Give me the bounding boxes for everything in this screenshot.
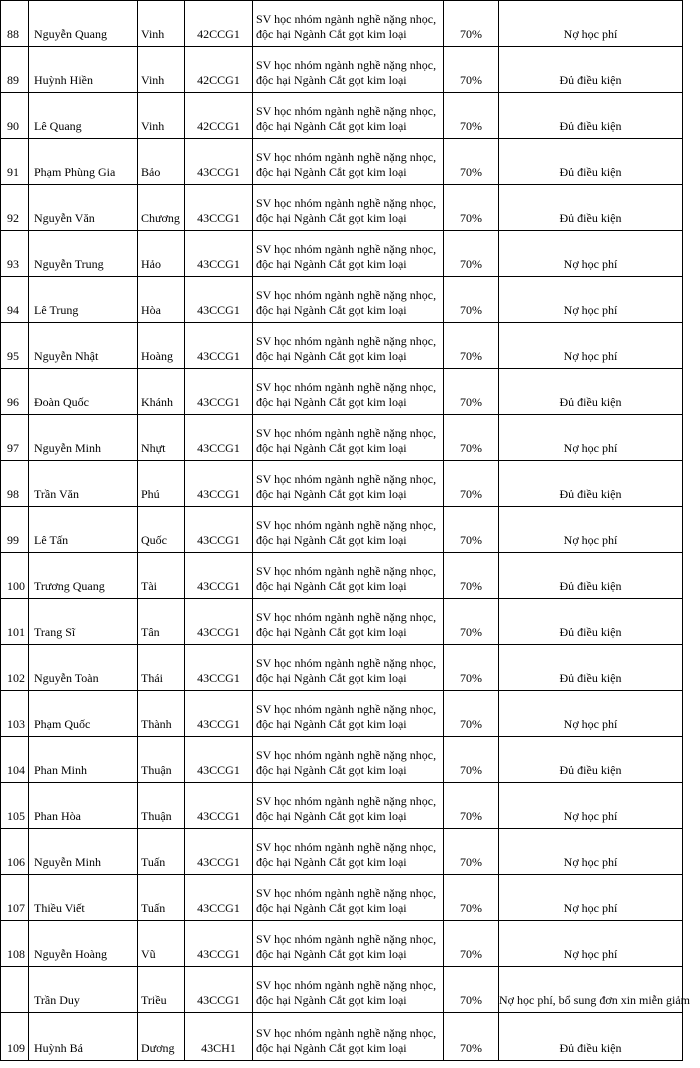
class-cell: 43CH1 bbox=[185, 1013, 253, 1061]
rate-cell: 70% bbox=[444, 783, 499, 829]
category-line-2: độc hại Ngành Cắt gọt kim loại bbox=[256, 763, 407, 777]
table-row bbox=[1, 875, 683, 921]
category-line-2: độc hại Ngành Cắt gọt kim loại bbox=[256, 1041, 407, 1055]
given-name-cell: Tài bbox=[138, 553, 185, 599]
rate-cell: 70% bbox=[444, 875, 499, 921]
table-row bbox=[1, 553, 683, 599]
note-cell: Nợ học phí bbox=[499, 829, 683, 875]
class-cell: 43CCG1 bbox=[185, 921, 253, 967]
category-line-2: độc hại Ngành Cắt gọt kim loại bbox=[256, 947, 407, 961]
rate-cell: 70% bbox=[444, 47, 499, 93]
category-cell bbox=[253, 921, 444, 967]
stt-cell: 88 bbox=[1, 1, 29, 47]
given-name-cell: Thái bbox=[138, 645, 185, 691]
given-name-cell: Thành bbox=[138, 691, 185, 737]
stt-cell: 104 bbox=[1, 737, 29, 783]
category-line-1: SV học nhóm ngành nghề nặng nhọc, bbox=[256, 472, 437, 486]
note-cell: Đủ điều kiện bbox=[499, 737, 683, 783]
stt-cell: 95 bbox=[1, 323, 29, 369]
category-cell bbox=[253, 645, 444, 691]
category-line-1: SV học nhóm ngành nghề nặng nhọc, bbox=[256, 426, 437, 440]
stt-cell: 90 bbox=[1, 93, 29, 139]
class-cell: 43CCG1 bbox=[185, 829, 253, 875]
category-cell bbox=[253, 185, 444, 231]
category-line-2: độc hại Ngành Cắt gọt kim loại bbox=[256, 73, 407, 87]
surname-cell: Đoàn Quốc bbox=[29, 369, 138, 415]
category-line-1: SV học nhóm ngành nghề nặng nhọc, bbox=[256, 518, 437, 532]
table-row bbox=[1, 231, 683, 277]
rate-cell: 70% bbox=[444, 921, 499, 967]
category-line-2: độc hại Ngành Cắt gọt kim loại bbox=[256, 855, 407, 869]
stt-cell: 92 bbox=[1, 185, 29, 231]
category-cell bbox=[253, 323, 444, 369]
category-cell bbox=[253, 369, 444, 415]
note-cell: Đủ điều kiện bbox=[499, 139, 683, 185]
given-name-cell: Quốc bbox=[138, 507, 185, 553]
rate-cell: 70% bbox=[444, 369, 499, 415]
rate-cell: 70% bbox=[444, 829, 499, 875]
category-cell bbox=[253, 277, 444, 323]
given-name-cell: Hoàng bbox=[138, 323, 185, 369]
table-row bbox=[1, 277, 683, 323]
surname-cell: Lê Trung bbox=[29, 277, 138, 323]
table-row bbox=[1, 93, 683, 139]
rate-cell: 70% bbox=[444, 967, 499, 1013]
category-line-2: độc hại Ngành Cắt gọt kim loại bbox=[256, 901, 407, 915]
category-line-2: độc hại Ngành Cắt gọt kim loại bbox=[256, 119, 407, 133]
given-name-cell: Vũ bbox=[138, 921, 185, 967]
surname-cell: Trang Sĩ bbox=[29, 599, 138, 645]
category-cell bbox=[253, 93, 444, 139]
category-line-2: độc hại Ngành Cắt gọt kim loại bbox=[256, 165, 407, 179]
table-row bbox=[1, 691, 683, 737]
surname-cell: Nguyễn Minh bbox=[29, 829, 138, 875]
given-name-cell: Chương bbox=[138, 185, 185, 231]
category-cell bbox=[253, 231, 444, 277]
rate-cell: 70% bbox=[444, 737, 499, 783]
category-line-1: SV học nhóm ngành nghề nặng nhọc, bbox=[256, 932, 437, 946]
category-cell bbox=[253, 1, 444, 47]
surname-cell: Phạm Phùng Gia bbox=[29, 139, 138, 185]
rate-cell: 70% bbox=[444, 645, 499, 691]
category-line-2: độc hại Ngành Cắt gọt kim loại bbox=[256, 717, 407, 731]
table-row bbox=[1, 139, 683, 185]
category-cell bbox=[253, 783, 444, 829]
class-cell: 43CCG1 bbox=[185, 277, 253, 323]
category-line-2: độc hại Ngành Cắt gọt kim loại bbox=[256, 257, 407, 271]
category-cell bbox=[253, 967, 444, 1013]
surname-cell: Nguyễn Hoàng bbox=[29, 921, 138, 967]
given-name-cell: Hòa bbox=[138, 277, 185, 323]
category-line-1: SV học nhóm ngành nghề nặng nhọc, bbox=[256, 196, 437, 210]
class-cell: 43CCG1 bbox=[185, 783, 253, 829]
table-row bbox=[1, 1, 683, 47]
category-cell bbox=[253, 415, 444, 461]
surname-cell: Phan Hòa bbox=[29, 783, 138, 829]
note-cell: Đủ điều kiện bbox=[499, 93, 683, 139]
stt-cell: 106 bbox=[1, 829, 29, 875]
given-name-cell: Tuấn bbox=[138, 829, 185, 875]
surname-cell: Trần Duy bbox=[29, 967, 138, 1013]
table-row bbox=[1, 323, 683, 369]
category-cell bbox=[253, 829, 444, 875]
note-cell: Đủ điều kiện bbox=[499, 369, 683, 415]
note-cell: Đủ điều kiện bbox=[499, 1013, 683, 1061]
category-line-1: SV học nhóm ngành nghề nặng nhọc, bbox=[256, 978, 437, 992]
category-line-1: SV học nhóm ngành nghề nặng nhọc, bbox=[256, 1026, 437, 1040]
rate-cell: 70% bbox=[444, 93, 499, 139]
rate-cell: 70% bbox=[444, 553, 499, 599]
category-line-1: SV học nhóm ngành nghề nặng nhọc, bbox=[256, 564, 437, 578]
given-name-cell: Thuận bbox=[138, 783, 185, 829]
surname-cell: Nguyễn Minh bbox=[29, 415, 138, 461]
surname-cell: Nguyễn Nhật bbox=[29, 323, 138, 369]
stt-cell: 108 bbox=[1, 921, 29, 967]
table-row bbox=[1, 967, 683, 1013]
stt-cell: 100 bbox=[1, 553, 29, 599]
given-name-cell: Hảo bbox=[138, 231, 185, 277]
category-line-2: độc hại Ngành Cắt gọt kim loại bbox=[256, 349, 407, 363]
class-cell: 43CCG1 bbox=[185, 553, 253, 599]
category-line-2: độc hại Ngành Cắt gọt kim loại bbox=[256, 533, 407, 547]
class-cell: 42CCG1 bbox=[185, 93, 253, 139]
rate-cell: 70% bbox=[444, 139, 499, 185]
rate-cell: 70% bbox=[444, 599, 499, 645]
table-row bbox=[1, 507, 683, 553]
category-line-2: độc hại Ngành Cắt gọt kim loại bbox=[256, 993, 407, 1007]
stt-cell: 107 bbox=[1, 875, 29, 921]
surname-cell: Lê Quang bbox=[29, 93, 138, 139]
category-cell bbox=[253, 507, 444, 553]
class-cell: 43CCG1 bbox=[185, 599, 253, 645]
category-cell bbox=[253, 47, 444, 93]
category-cell bbox=[253, 875, 444, 921]
note-cell: Đủ điều kiện bbox=[499, 645, 683, 691]
rate-cell: 70% bbox=[444, 461, 499, 507]
class-cell: 43CCG1 bbox=[185, 185, 253, 231]
category-line-2: độc hại Ngành Cắt gọt kim loại bbox=[256, 441, 407, 455]
stt-cell: 96 bbox=[1, 369, 29, 415]
category-line-1: SV học nhóm ngành nghề nặng nhọc, bbox=[256, 794, 437, 808]
table-row bbox=[1, 47, 683, 93]
rate-cell: 70% bbox=[444, 231, 499, 277]
note-cell: Nợ học phí bbox=[499, 783, 683, 829]
surname-cell: Phạm Quốc bbox=[29, 691, 138, 737]
class-cell: 43CCG1 bbox=[185, 691, 253, 737]
note-cell: Nợ học phí bbox=[499, 691, 683, 737]
rate-cell: 70% bbox=[444, 185, 499, 231]
table-row bbox=[1, 185, 683, 231]
table-row bbox=[1, 461, 683, 507]
table-row bbox=[1, 369, 683, 415]
class-cell: 43CCG1 bbox=[185, 967, 253, 1013]
surname-cell: Phan Minh bbox=[29, 737, 138, 783]
stt-cell: 103 bbox=[1, 691, 29, 737]
class-cell: 43CCG1 bbox=[185, 875, 253, 921]
class-cell: 43CCG1 bbox=[185, 737, 253, 783]
note-cell: Nợ học phí bbox=[499, 323, 683, 369]
note-cell: Đủ điều kiện bbox=[499, 599, 683, 645]
given-name-cell: Phú bbox=[138, 461, 185, 507]
stt-cell: 109 bbox=[1, 1013, 29, 1061]
stt-cell: 102 bbox=[1, 645, 29, 691]
surname-cell: Trương Quang bbox=[29, 553, 138, 599]
stt-cell: 105 bbox=[1, 783, 29, 829]
stt-cell: 101 bbox=[1, 599, 29, 645]
table-row bbox=[1, 1013, 683, 1061]
note-cell: Đủ điều kiện bbox=[499, 47, 683, 93]
category-line-1: SV học nhóm ngành nghề nặng nhọc, bbox=[256, 334, 437, 348]
category-line-2: độc hại Ngành Cắt gọt kim loại bbox=[256, 27, 407, 41]
category-cell bbox=[253, 599, 444, 645]
category-line-1: SV học nhóm ngành nghề nặng nhọc, bbox=[256, 886, 437, 900]
note-cell: Nợ học phí bbox=[499, 277, 683, 323]
category-line-1: SV học nhóm ngành nghề nặng nhọc, bbox=[256, 288, 437, 302]
category-line-2: độc hại Ngành Cắt gọt kim loại bbox=[256, 487, 407, 501]
category-line-1: SV học nhóm ngành nghề nặng nhọc, bbox=[256, 702, 437, 716]
stt-cell: 98 bbox=[1, 461, 29, 507]
given-name-cell: Thuận bbox=[138, 737, 185, 783]
given-name-cell: Khánh bbox=[138, 369, 185, 415]
category-line-1: SV học nhóm ngành nghề nặng nhọc, bbox=[256, 104, 437, 118]
surname-cell: Thiều Viết bbox=[29, 875, 138, 921]
category-line-1: SV học nhóm ngành nghề nặng nhọc, bbox=[256, 748, 437, 762]
class-cell: 43CCG1 bbox=[185, 139, 253, 185]
category-line-1: SV học nhóm ngành nghề nặng nhọc, bbox=[256, 656, 437, 670]
category-line-2: độc hại Ngành Cắt gọt kim loại bbox=[256, 211, 407, 225]
stt-cell: 99 bbox=[1, 507, 29, 553]
table-row bbox=[1, 645, 683, 691]
stt-cell: 89 bbox=[1, 47, 29, 93]
surname-cell: Nguyễn Trung bbox=[29, 231, 138, 277]
note-cell: Nợ học phí bbox=[499, 231, 683, 277]
table-row bbox=[1, 783, 683, 829]
stt-cell: 97 bbox=[1, 415, 29, 461]
given-name-cell: Tân bbox=[138, 599, 185, 645]
note-cell: Đủ điều kiện bbox=[499, 185, 683, 231]
category-cell bbox=[253, 691, 444, 737]
category-line-1: SV học nhóm ngành nghề nặng nhọc, bbox=[256, 12, 437, 26]
category-cell bbox=[253, 553, 444, 599]
class-cell: 43CCG1 bbox=[185, 507, 253, 553]
given-name-cell: Vinh bbox=[138, 1, 185, 47]
category-line-1: SV học nhóm ngành nghề nặng nhọc, bbox=[256, 380, 437, 394]
surname-cell: Huỳnh Bá bbox=[29, 1013, 138, 1061]
rate-cell: 70% bbox=[444, 415, 499, 461]
class-cell: 43CCG1 bbox=[185, 231, 253, 277]
stt-cell: 91 bbox=[1, 139, 29, 185]
rate-cell: 70% bbox=[444, 1013, 499, 1061]
stt-cell: 93 bbox=[1, 231, 29, 277]
category-line-2: độc hại Ngành Cắt gọt kim loại bbox=[256, 671, 407, 685]
table-row bbox=[1, 737, 683, 783]
table-row bbox=[1, 415, 683, 461]
category-line-1: SV học nhóm ngành nghề nặng nhọc, bbox=[256, 150, 437, 164]
note-cell: Nợ học phí bbox=[499, 1, 683, 47]
note-cell: Nợ học phí, bổ sung đơn xin miễn giảm bbox=[499, 967, 683, 1013]
category-line-2: độc hại Ngành Cắt gọt kim loại bbox=[256, 579, 407, 593]
class-cell: 43CCG1 bbox=[185, 323, 253, 369]
note-cell: Đủ điều kiện bbox=[499, 553, 683, 599]
note-cell: Nợ học phí bbox=[499, 921, 683, 967]
given-name-cell: Vinh bbox=[138, 47, 185, 93]
note-cell: Nợ học phí bbox=[499, 415, 683, 461]
given-name-cell: Triều bbox=[138, 967, 185, 1013]
category-line-1: SV học nhóm ngành nghề nặng nhọc, bbox=[256, 58, 437, 72]
category-cell bbox=[253, 1013, 444, 1061]
surname-cell: Lê Tấn bbox=[29, 507, 138, 553]
class-cell: 42CCG1 bbox=[185, 47, 253, 93]
category-line-2: độc hại Ngành Cắt gọt kim loại bbox=[256, 395, 407, 409]
category-cell bbox=[253, 461, 444, 507]
note-cell: Đủ điều kiện bbox=[499, 461, 683, 507]
surname-cell: Trần Văn bbox=[29, 461, 138, 507]
table-row bbox=[1, 921, 683, 967]
note-cell: Nợ học phí bbox=[499, 507, 683, 553]
category-line-2: độc hại Ngành Cắt gọt kim loại bbox=[256, 625, 407, 639]
rate-cell: 70% bbox=[444, 1, 499, 47]
given-name-cell: Vinh bbox=[138, 93, 185, 139]
surname-cell: Huỳnh Hiền bbox=[29, 47, 138, 93]
class-cell: 42CCG1 bbox=[185, 1, 253, 47]
category-line-1: SV học nhóm ngành nghề nặng nhọc, bbox=[256, 610, 437, 624]
given-name-cell: Bảo bbox=[138, 139, 185, 185]
category-line-2: độc hại Ngành Cắt gọt kim loại bbox=[256, 303, 407, 317]
given-name-cell: Tuấn bbox=[138, 875, 185, 921]
category-line-1: SV học nhóm ngành nghề nặng nhọc, bbox=[256, 840, 437, 854]
category-cell bbox=[253, 139, 444, 185]
rate-cell: 70% bbox=[444, 277, 499, 323]
stt-cell: 94 bbox=[1, 277, 29, 323]
table-body bbox=[1, 1, 691, 1061]
surname-cell: Nguyễn Quang bbox=[29, 1, 138, 47]
stt-cell bbox=[1, 967, 29, 1013]
class-cell: 43CCG1 bbox=[185, 369, 253, 415]
given-name-cell: Nhựt bbox=[138, 415, 185, 461]
given-name-cell: Dương bbox=[138, 1013, 185, 1061]
table-row bbox=[1, 599, 683, 645]
table-row bbox=[1, 829, 683, 875]
rate-cell: 70% bbox=[444, 507, 499, 553]
category-line-2: độc hại Ngành Cắt gọt kim loại bbox=[256, 809, 407, 823]
category-line-1: SV học nhóm ngành nghề nặng nhọc, bbox=[256, 242, 437, 256]
surname-cell: Nguyễn Văn bbox=[29, 185, 138, 231]
rate-cell: 70% bbox=[444, 691, 499, 737]
rate-cell: 70% bbox=[444, 323, 499, 369]
surname-cell: Nguyễn Toàn bbox=[29, 645, 138, 691]
note-cell: Nợ học phí bbox=[499, 875, 683, 921]
category-cell bbox=[253, 737, 444, 783]
class-cell: 43CCG1 bbox=[185, 461, 253, 507]
class-cell: 43CCG1 bbox=[185, 645, 253, 691]
class-cell: 43CCG1 bbox=[185, 415, 253, 461]
